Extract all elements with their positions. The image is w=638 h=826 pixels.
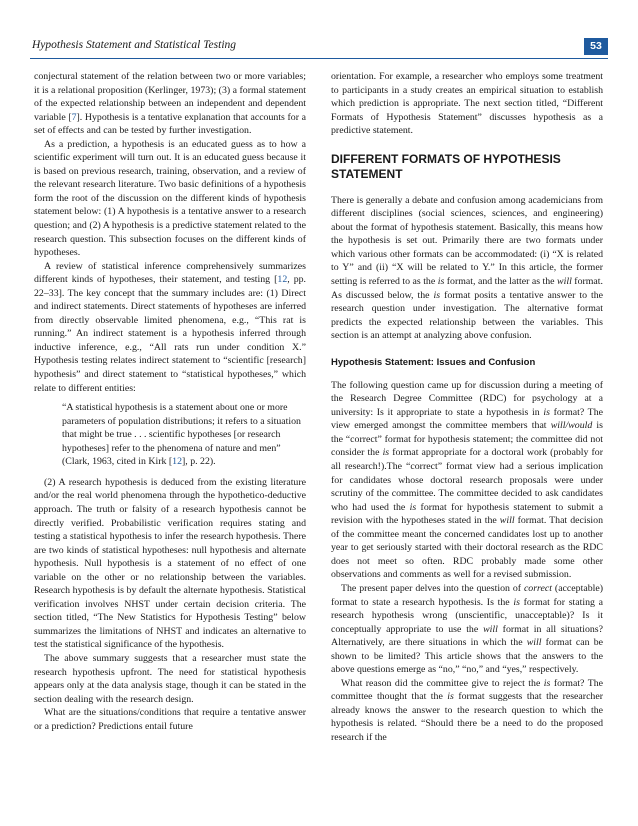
paragraph bbox=[34, 476, 306, 652]
citation-link[interactable]: 12 bbox=[277, 274, 288, 286]
text-run: format appropriate for a doctoral work (probably for all research!).The “correct” format view had a serious implication for candidates whose doctoral research proposals were under scrutiny of the committee. The committee decided to ask candidates who had used the bbox=[331, 447, 604, 513]
text-run: (acceptable) format to state a research hypothesis. Is the bbox=[331, 582, 603, 608]
paragraph bbox=[34, 138, 306, 260]
italic-text: correct bbox=[523, 582, 552, 594]
text-run: The following question came up for discussion during a meeting of the Research Degree Committee (RDC) for psychology at a university: Is it appropriate to state a hypothesis in bbox=[331, 379, 603, 418]
italic-text: is bbox=[433, 289, 441, 301]
page-number: 53 bbox=[584, 38, 608, 55]
italic-text: is bbox=[447, 691, 454, 703]
text-run: The above summary suggests that a researcher must state the research hypothesis upfront. The need for statistical hypothesis appears only at the data analysis stage, though it can be stated in the section dealing with the research design. bbox=[34, 652, 306, 705]
text-run: format? The committee thought that the bbox=[331, 677, 604, 703]
text-run: format? The view emerged amongst the committee members that bbox=[331, 406, 603, 432]
paragraph bbox=[34, 706, 306, 733]
text-run: What reason did the committee give to reject the bbox=[341, 677, 544, 689]
text-run: ], p. 22). bbox=[182, 456, 216, 468]
text-run: ]. Hypothesis is a tentative explanation that accounts for a set of effects and can be tested by further investigation. bbox=[34, 111, 306, 137]
text-run: format can be shown to be limited? This article shows that the answers to the above questions emerge as “no,” “no,” and “yes,” respectively. bbox=[331, 637, 603, 676]
paragraph bbox=[331, 582, 603, 677]
text-run: format in all situations? Alternatively, are there situations in which the bbox=[331, 623, 603, 649]
italic-text: will/would bbox=[550, 420, 593, 432]
text-run: format suggests that the researcher already knows the answer to the research question to which the hypothesis is related. “Should there be a need to do the proposed research if the bbox=[331, 691, 604, 743]
italic-text: will bbox=[499, 515, 515, 527]
text-run: format, and the latter as the bbox=[444, 276, 558, 288]
citation-link[interactable]: 7 bbox=[71, 111, 77, 123]
text-run: format for hypothesis statement to submit a revision with the hypotheses stated in the bbox=[331, 501, 603, 527]
paragraph bbox=[331, 677, 603, 745]
block-quote bbox=[62, 401, 306, 469]
text-run: What are the situations/conditions that require a tentative answer or a prediction? Predictions entail future bbox=[34, 707, 306, 732]
paragraph bbox=[34, 652, 306, 706]
text-run: , pp. 22–33]. The key concept that the summary includes are: (1) Direct and indirect statements. Direct statements of hypotheses are inferred from directly observable limited phenomena, e.g., “This rat is running.” An indirect statement is a hypothesis inferred through inductive inference, e.g., “All rats run under condition X.” Hypothesis testing relates indirect statement to “scientific [research] hypothesis” and direct statement to “statistical hypotheses,” which relate to different entities: bbox=[34, 274, 306, 394]
paragraph bbox=[34, 70, 306, 138]
paragraph bbox=[331, 379, 603, 582]
paragraph bbox=[34, 260, 306, 395]
text-run: (2) A research hypothesis is deduced from the existing literature and/or the real world phenomena through the hypothetico-deductive approach. The truth or falsity of a research hypothesis cannot be directly verified. Probabilistic verification requires stating and testing a statistical hypothesis to infer the research hypothesis. There are two kinds of statistical hypotheses: null hypothesis and alternate hypothesis. Null hypothesis is a statement of no effect of one variable on the other or no relationship between the variables. Research hypothesis is by default the alternate hypothesis. Statistical verification involves NHST under certain decision criteria. The section titled, “The New Statistics for Hypothesis Testing” below summarizes the limitations of NHST and indicates an alternative to test the statistical significance of the hypothesis. bbox=[34, 476, 306, 651]
text-run: The present paper delves into the question of bbox=[341, 582, 524, 594]
text-run: A review of statistical inference comprehensively summarizes different kinds of hypotheses, their statement, and testing [ bbox=[34, 260, 306, 286]
italic-text: will bbox=[557, 276, 572, 288]
text-run: format. That decision of the committee meant the concerned candidates lost up to another year to get seriously started with their doctoral research as the RDC does not meet so often. RDC probably made some other observations and comments as well for a revised submission. bbox=[331, 515, 603, 581]
right-column bbox=[331, 70, 603, 745]
italic-text: is bbox=[437, 276, 445, 288]
italic-text: is bbox=[382, 447, 390, 459]
text-run: format posits a tentative answer to the research question under investigation. The alternative format predicts the expected relationship between the variables. This section is an attempt at analyzing above confusion. bbox=[331, 289, 604, 342]
italic-text: will bbox=[483, 623, 498, 635]
italic-text: is bbox=[513, 596, 520, 608]
header-rule bbox=[30, 58, 608, 59]
paragraph bbox=[331, 70, 603, 138]
italic-text: is bbox=[543, 677, 551, 689]
paragraph bbox=[331, 194, 603, 343]
text-run: There is generally a debate and confusion among academicians from different disciplines (social sciences, sciences, and engineering) about the format of hypothesis statement. Basically, this means how the hypothesis is set out. Primarily there are two formats under which various other formats can be accommodated: (i) “X is related to Y” and (ii) “X will be related to Y.” In this article, the former setting is referred to as the bbox=[331, 194, 603, 288]
text-run: As a prediction, a hypothesis is an educated guess as to how a scientific experiment will turn out. It is an educated guess because it is based on previous research, training, observation, and a review of the relevant research literature. Two basic definitions of a hypothesis form the root of the discussion on the different kinds of hypothesis statement below: (1) A hypothesis is a tentative answer to a research question; and (2) A hypothesis is a predictive statement related to the research question. This subsection focuses on the different kinds of hypotheses. bbox=[34, 138, 306, 259]
left-column bbox=[34, 70, 306, 733]
italic-text: is bbox=[409, 501, 417, 513]
citation-link[interactable]: 12 bbox=[172, 456, 183, 468]
text-run: conjectural statement of the relation between two or more variables; it is a relational proposition (Kerlinger, 1973); (3) a formal statement of the expected relationship between an independent and dependent variable [ bbox=[34, 71, 306, 123]
italic-text: will bbox=[526, 637, 542, 649]
text-run: format. As discussed below, the bbox=[331, 276, 603, 301]
text-run: “A statistical hypothesis is a statement about one or more parameters of population distributions; it refers to a situation that might be true . . . scientific hypotheses [or research hypotheses] refer to the phenomena of nature and men” (Clark, 1963, cited in Kirk [ bbox=[62, 402, 301, 468]
italic-text: is bbox=[543, 406, 550, 418]
text-run: format for stating a research hypothesis wrong (unscientific, unacceptable)? Is it conceptually appropriate to use the bbox=[331, 596, 604, 635]
text-run: is the “correct” format for hypothesis statement; the committee did not consider the bbox=[331, 420, 604, 459]
running-title: Hypothesis Statement and Statistical Testing bbox=[32, 39, 237, 51]
running-header bbox=[30, 38, 608, 56]
section-heading: DIFFERENT FORMATS OF HYPOTHESIS STATEMENT bbox=[331, 151, 561, 181]
text-run: orientation. For example, a researcher who employs some treatment to participants in a study creates an empirical situation to establish which prediction is appropriate. The next section titled, “Different Formats of Hypothesis Statement” discusses hypothesis as a predictive statement. bbox=[331, 71, 603, 137]
subsection-heading: Hypothesis Statement: Issues and Confusion bbox=[331, 356, 536, 368]
